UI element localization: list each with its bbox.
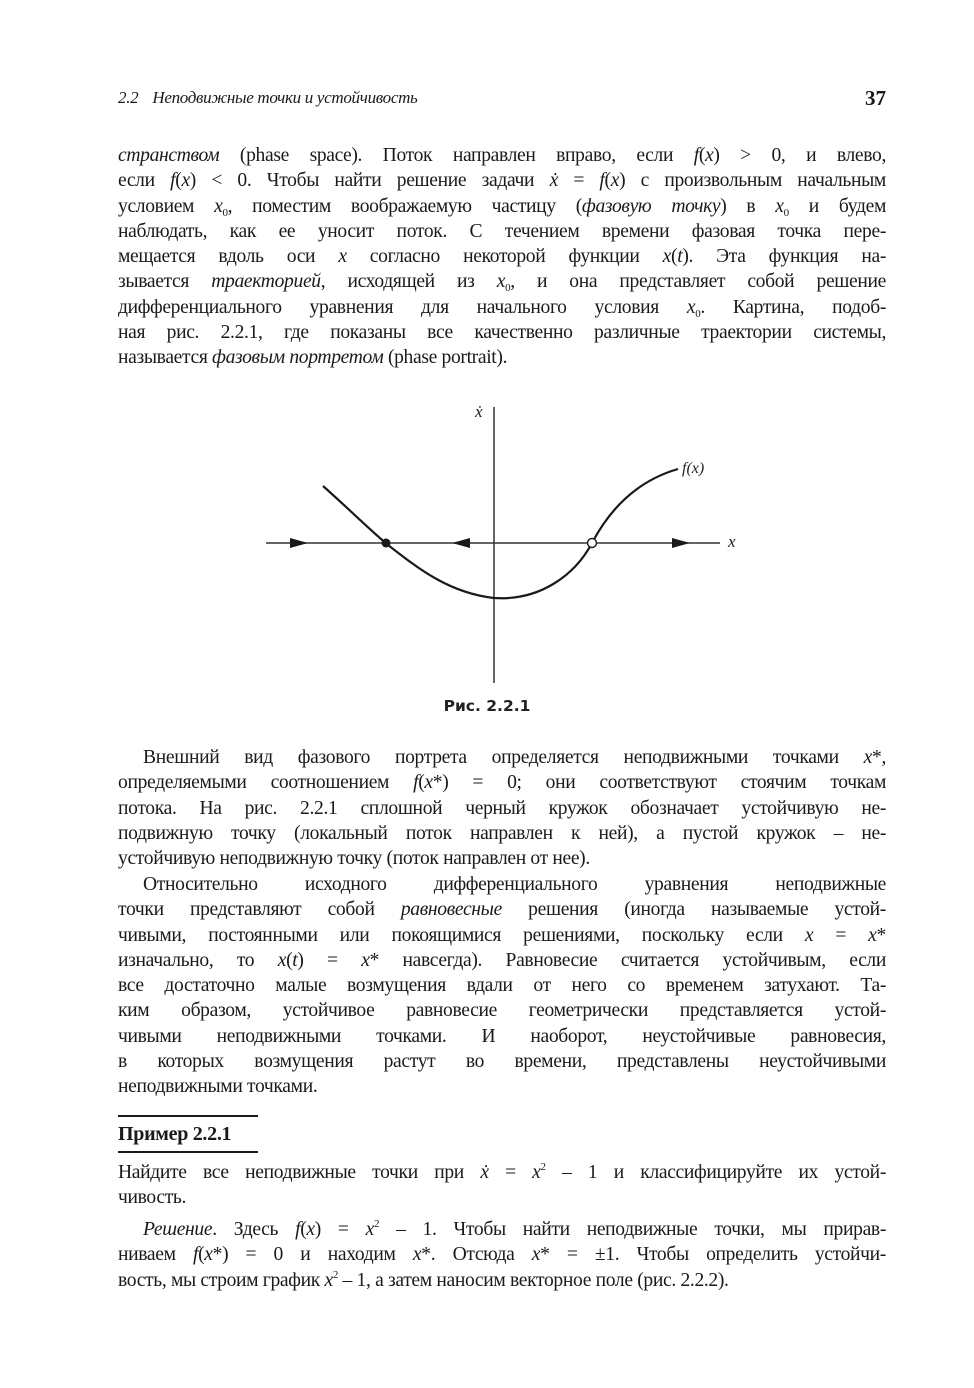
text-line: Относительно исходного дифференциального уравнения неподвижные	[143, 874, 886, 895]
example-title: Пример 2.2.1	[118, 1123, 232, 1145]
phase-portrait-figure	[250, 395, 750, 725]
text-line: мещается вдоль оси x согласно некоторой функции x(t). Эта функция на-	[118, 246, 886, 268]
stable-fixed-point-icon	[382, 539, 391, 548]
text-line: если f(x) < 0. Чтобы найти решение задачи ẋ = f(x) с произвольным начальным	[118, 170, 886, 192]
example-problem	[118, 1160, 886, 1211]
example-bottom-rule	[118, 1151, 258, 1153]
text-line: зывается траекторией, исходящей из $x_0$, и она представляет собой решение	[118, 271, 886, 295]
text-line: вость, мы строим график $x^2 - 1$, а затем наносим векторное поле (рис. 2.2.2).	[118, 1268, 729, 1291]
page-number: 37	[865, 86, 886, 110]
section-title: Неподвижные точки и устойчивость	[152, 88, 418, 107]
paragraph-phase-space	[118, 143, 886, 371]
text-line: называется фазовым портретом (phase portrait).	[118, 347, 508, 369]
text-line: неподвижными точками.	[118, 1076, 318, 1098]
text-line: ким образом, устойчивое равновесие геометрически представляется устой-	[118, 1000, 886, 1022]
running-header	[118, 86, 886, 114]
y-axis-label: ẋ	[475, 402, 483, 421]
text-line: Найдите все неподвижные точки при ẋ = $x^2 - 1$ и классифицируйте их устой-	[118, 1161, 886, 1183]
section-number: 2.2	[118, 88, 139, 107]
example-solution	[118, 1217, 886, 1293]
section-heading	[118, 88, 417, 108]
curve-f-of-x	[323, 469, 678, 598]
text-line: изначально, то x(t) = x* навсегда). Равновесие считается устойчивым, если	[118, 949, 886, 971]
figure-caption: Рис. 2.2.1	[443, 697, 531, 715]
text-line: устойчивую неподвижную точку (поток направлен от нее).	[118, 848, 590, 870]
flow-arrow-right-icon	[290, 538, 308, 548]
text-line: условием $x_0$, поместим воображаемую частицу (фазовую точку) в $x_0$ и будем	[118, 195, 886, 219]
flow-arrow-right-icon	[672, 538, 690, 548]
curve-label: f(x)	[682, 460, 705, 477]
text-line: ниваем f(x*) = 0 и находим x*. Отсюда x* = ±1. Чтобы определить устойчи-	[118, 1244, 886, 1266]
text-line: точки представляют собой равновесные решения (иногда называемые устой-	[118, 899, 886, 921]
paragraph-fixed-points	[118, 745, 886, 871]
text-line: чивыми, постоянными или покоящимися решениями, поскольку если x = x*	[118, 924, 886, 946]
text-line: Внешний вид фазового портрета определяется неподвижными точками x*,	[143, 747, 886, 768]
text-line: определяемыми соотношением f(x*) = 0; они соответствуют стоячим точкам	[118, 772, 886, 794]
text-line: ная рис. 2.2.1, где показаны все качественно различные траектории системы,	[118, 322, 886, 344]
text-line: чивость.	[118, 1187, 187, 1209]
text-line: странством (phase space). Поток направлен вправо, если f(x) > 0, и влево,	[118, 145, 886, 166]
flow-arrow-left-icon	[452, 538, 470, 548]
text-line: наблюдать, как ее уносит поток. С течением времени фазовая точка пере-	[118, 220, 886, 242]
text-line: в которых возмущения растут во времени, представлены неустойчивыми	[118, 1051, 886, 1073]
text-line: чивыми неподвижными точками. И наоборот, неустойчивые равновесия,	[118, 1025, 886, 1047]
x-axis-label: x	[728, 532, 736, 551]
text-line: Решение. Здесь $f(x) = x^2 - 1$. Чтобы найти неподвижные точки, мы прирав-	[143, 1218, 886, 1240]
text-line: все достаточно малые возмущения вдали от него со временем затухают. Та-	[118, 975, 886, 997]
text-line: подвижную точку (локальный поток направлен к ней), а пустой кружок – не-	[118, 822, 886, 844]
text-line: дифференциального уравнения для начального условия $x_0$. Картина, подоб-	[118, 296, 886, 320]
paragraph-equilibrium	[118, 872, 886, 1100]
unstable-fixed-point-icon	[588, 539, 597, 548]
example-heading	[118, 1115, 258, 1153]
text-line: потока. На рис. 2.2.1 сплошной черный кружок обозначает устойчивую не-	[118, 797, 886, 819]
